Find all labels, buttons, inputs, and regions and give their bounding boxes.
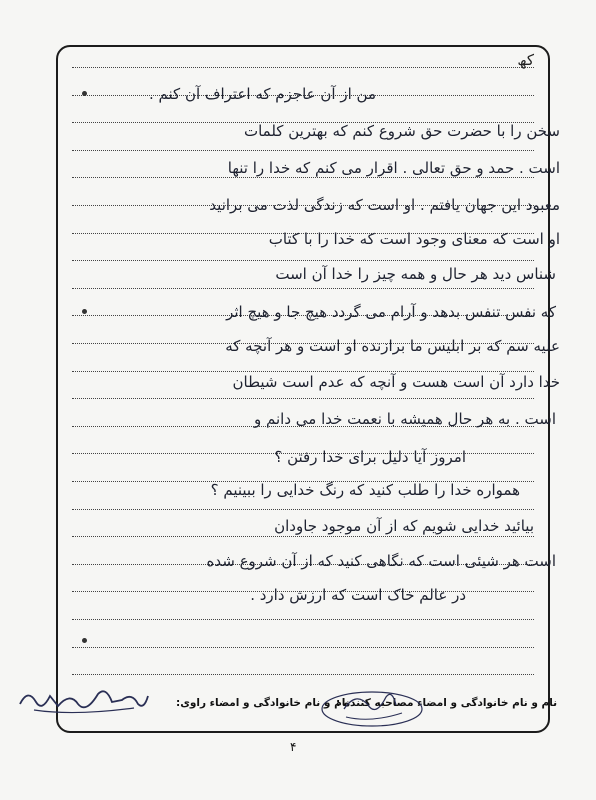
ruled-line bbox=[72, 509, 534, 510]
ruled-line bbox=[72, 398, 534, 399]
handwritten-line: شناس دید هر حال و همه چیز را خدا آن است bbox=[275, 265, 556, 283]
handwritten-line: است . حمد و حق تعالی . اقرار می کنم که خدا را تنها bbox=[227, 159, 560, 177]
handwritten-line: است . به هر حال همیشه با نعمت خدا می دانم و bbox=[253, 410, 556, 428]
ruled-line bbox=[72, 371, 534, 372]
handwritten-line: من از آن عاجزم که اعتراف آن کنم . bbox=[149, 85, 376, 103]
interviewer-label: نام و نام خانوادگی و امضاء مصاحبه کننده : bbox=[336, 697, 558, 709]
ruled-line bbox=[72, 619, 534, 620]
handwritten-line: که نفس تنفس بدهد و آرام می گردد هیچ جا و هیچ اثر bbox=[226, 303, 556, 321]
handwritten-line: خدا دارد آن است هست و آنچه که عدم است شیطان bbox=[232, 373, 560, 391]
handwritten-line: همواره خدا را طلب کنید که رنگ خدایی را ببینیم ؟ bbox=[210, 481, 520, 499]
handwritten-line: امروز آیا دلیل برای خدا رفتن ؟ bbox=[274, 448, 466, 466]
margin-bullet bbox=[82, 309, 87, 314]
handwritten-line: او است که معنای وجود است که خدا را با کتاب bbox=[268, 230, 560, 248]
ruled-line bbox=[72, 150, 534, 151]
handwritten-line: است هر شیئی است که نگاهی کنید که از آن شروع شده bbox=[206, 552, 556, 570]
ruled-line bbox=[72, 288, 534, 289]
handwritten-line: سخن را با حضرت حق شروع کنم که بهترین کلمات bbox=[243, 122, 560, 140]
ruled-line bbox=[72, 67, 534, 68]
ruled-line bbox=[72, 536, 534, 537]
narrator-signature bbox=[14, 684, 154, 718]
page-number: ۴ bbox=[290, 740, 297, 754]
narrator-label: نام و نام خانوادگی و امضاء راوی: bbox=[176, 697, 350, 709]
handwritten-line: بیائید خدایی شویم که از آن موجود جاودان bbox=[274, 517, 534, 535]
handwritten-line: معبود این جهان یافتم . او است که زندگی لذت می‌ برانید bbox=[209, 196, 560, 214]
ruled-line bbox=[72, 177, 534, 178]
handwritten-line: علیه سم که بر ابلیس ما برازنده او است و هر آنچه که bbox=[225, 337, 560, 355]
ruled-line bbox=[72, 260, 534, 261]
ruled-line bbox=[72, 674, 534, 675]
ruled-line bbox=[72, 647, 534, 648]
margin-bullet bbox=[82, 638, 87, 643]
handwritten-line: در عالم خاک است که ارزش دارد . bbox=[250, 586, 466, 604]
interviewer-signature bbox=[316, 683, 426, 731]
corner-mark: ﮐﮫ bbox=[517, 51, 534, 69]
margin-bullet bbox=[82, 91, 87, 96]
